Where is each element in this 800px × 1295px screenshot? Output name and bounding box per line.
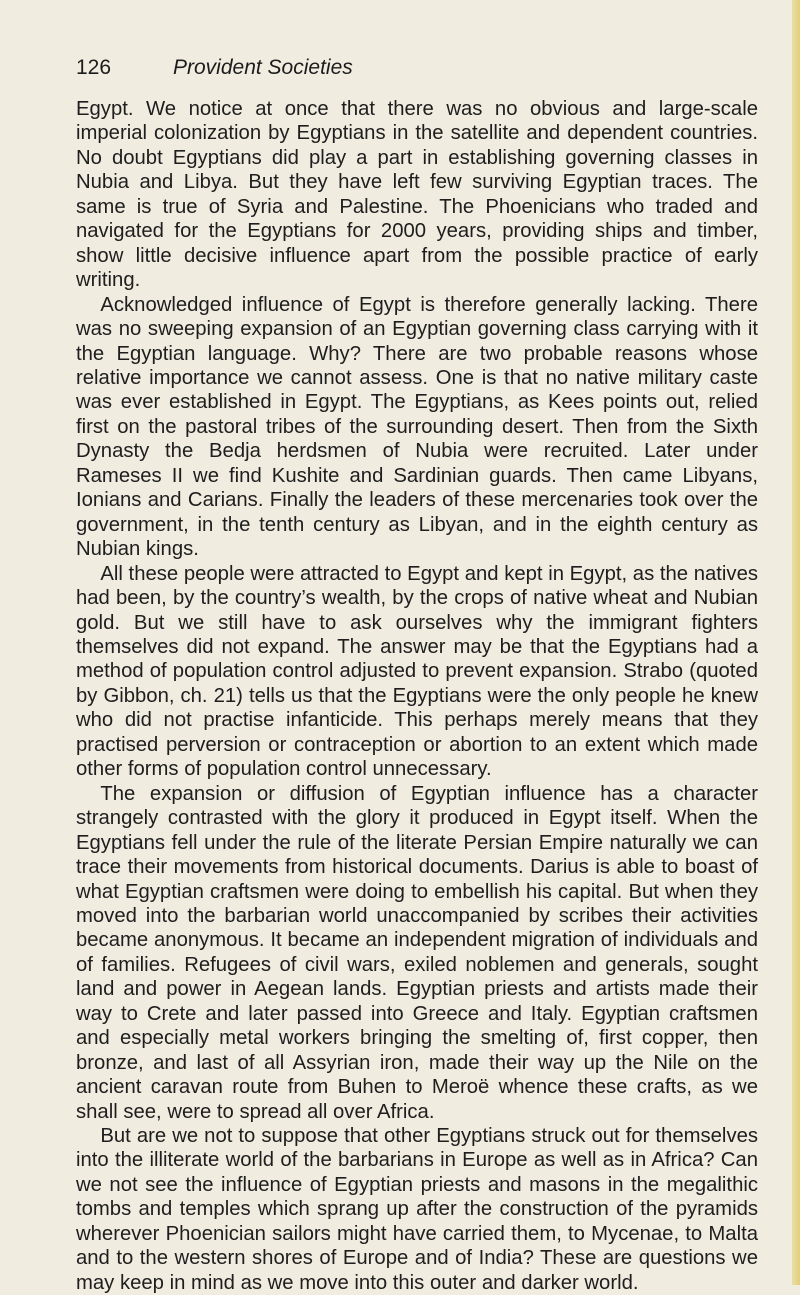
- page-header: [76, 56, 760, 80]
- page-edge-stain: [792, 0, 800, 1285]
- paragraph-2: Acknowledged influence of Egypt is therefore generally lacking. There was no sweeping expansion of an Egyptian governing class carrying with it the Egyptian language. Why? There are two probable reasons whose relative importance we cannot assess. One is that no native military caste was ever established in Egypt. The Egyptians, as Kees points out, relied first on the pastoral tribes of the surrounding desert. Then from the Sixth Dynasty the Bedja herdsmen of Nubia were recruited. Later under Rameses II we find Kushite and Sardinian guards. Then came Libyans, Ionians and Carians. Finally the leaders of these mercenaries took over the government, in the tenth century as Libyan, and in the eighth century as Nubian kings.: [76, 293, 758, 561]
- paragraph-4: The expansion or diffusion of Egyptian influence has a character strangely contrasted with the glory it produced in Egypt itself. When the Egyptians fell under the rule of the literate Persian Empire naturally we can trace their movements from historical documents. Darius is able to boast of what Egyptian craftsmen were doing to embellish his capital. But when they moved into the barbarian world unaccompanied by scribes their activities became anonymous. It became an independent migration of individuals and of families. Refugees of civil wars, exiled noblemen and generals, sought land and power in Aegean lands. Egyptian priests and artists made their way to Crete and later passed into Greece and Italy. Egyptian craftsmen and especially metal workers bringing the smelting of, first copper, then bronze, and last of all Assyrian iron, made their way up the Nile on the ancient caravan route from Buhen to Meroë whence these crafts, as we shall see, were to spread all over Africa.: [76, 782, 758, 1123]
- paragraph-1: Egypt. We notice at once that there was no obvious and large-scale imperial colonization by Egyptians in the satellite and dependent countries. No doubt Egyptians did play a part in establishing governing classes in Nubia and Libya. But they have left few surviving Egyptian traces. The same is true of Syria and Palestine. The Phoenicians who traded and navigated for the Egyptians for 2000 years, providing ships and timber, show little decisive influence apart from the possible practice of early writing.: [76, 98, 758, 292]
- running-title: Provident Societies: [173, 56, 353, 79]
- paragraph-3: All these people were attracted to Egypt and kept in Egypt, as the natives had been, by the country’s wealth, by the crops of native wheat and Nubian gold. But we still have to ask ourselves why the immigrant fighters themselves did not expand. The answer may be that the Egyptians had a method of population control adjusted to prevent expansion. Strabo (quoted by Gibbon, ch. 21) tells us that the Egyptians were the only people he knew who did not practise infanticide. This perhaps merely means that they practised perversion or contraception or abortion to an extent which made other forms of population control unnecessary.: [76, 562, 758, 781]
- paragraph-5: But are we not to suppose that other Egyptians struck out for themselves into the illiterate world of the barbarians in Europe as well as in Africa? Can we not see the influence of Egyptian priests and masons in the megalithic tombs and temples which sprang up after the construction of the pyramids wherever Phoenician sailors might have carried them, to Mycenae, to Malta and to the western shores of Europe and of India? These are questions we may keep in mind as we move into this outer and darker world.: [76, 1125, 758, 1294]
- body-text: [76, 97, 758, 1295]
- page-number: 126: [76, 56, 112, 79]
